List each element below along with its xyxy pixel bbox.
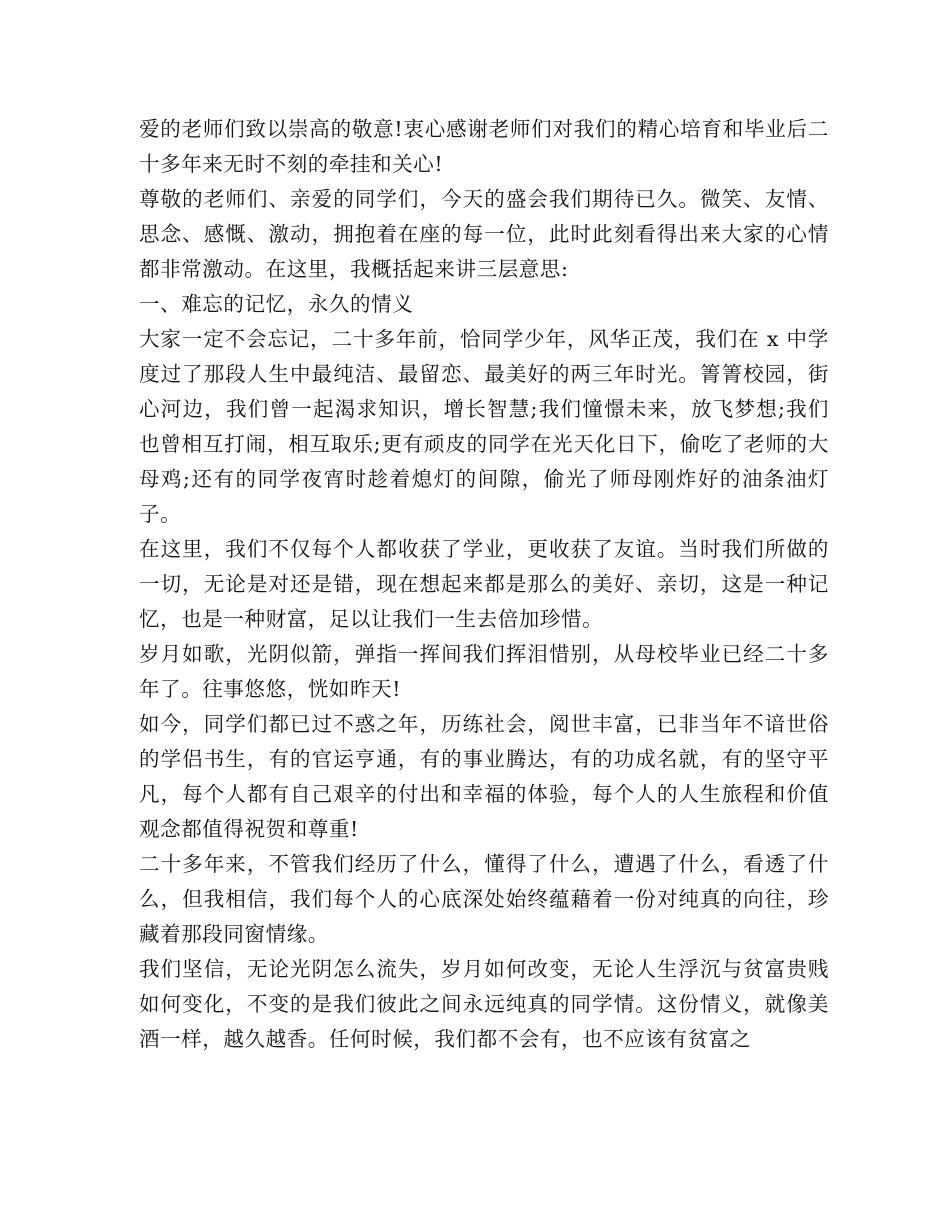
paragraph-1: 爱的老师们致以崇高的敬意!衷心感谢老师们对我们的精心培育和毕业后二十多年来无时不刻的牵挂和关心! xyxy=(139,117,829,176)
paragraph-5: 岁月如歌，光阴似箭，弹指一挥间我们挥泪惜别，从母校毕业已经二十多年了。往事悠悠，恍如昨天! xyxy=(139,642,829,701)
paragraph-4: 在这里，我们不仅每个人都收获了学业，更收获了友谊。当时我们所做的一切，无论是对还是错，现在想起来都是那么的美好、亲切，这是一种记忆，也是一种财富，足以让我们一生去倍加珍惜。 xyxy=(139,537,829,631)
paragraph-3: 大家一定不会忘记，二十多年前，恰同学少年，风华正茂，我们在 x 中学度过了那段人生中最纯洁、最留恋、最美好的两三年时光。箐箐校园，街心河边，我们曾一起渴求知识，增长智慧;我们憧憬未来，放飞梦想;我们也曾相互打闹，相互取乐;更有顽皮的同学在光天化日下，偷吃了老师的大母鸡;还有的同学夜宵时趁着熄灯的间隙，偷光了师母刚炸好的油条油灯子。 xyxy=(139,327,829,526)
paragraph-8: 我们坚信，无论光阴怎么流失，岁月如何改变，无论人生浮沉与贫富贵贱如何变化，不变的是我们彼此之间永远纯真的同学情。这份情义，就像美酒一样，越久越香。任何时候，我们都不会有，也不应该有贫富之 xyxy=(139,957,829,1051)
paragraph-6: 如今，同学们都已过不惑之年，历练社会，阅世丰富，已非当年不谙世俗的学侣书生，有的官运亨通，有的事业腾达，有的功成名就，有的坚守平凡，每个人都有自己艰辛的付出和幸福的体验，每个人的人生旅程和价值观念都值得祝贺和尊重! xyxy=(139,712,829,841)
paragraph-7: 二十多年来，不管我们经历了什么，懂得了什么，遭遇了什么，看透了什么，但我相信，我们每个人的心底深处始终蕴藉着一份对纯真的向往，珍藏着那段同窗情缘。 xyxy=(139,852,829,946)
paragraph-2: 尊敬的老师们、亲爱的同学们，今天的盛会我们期待已久。微笑、友情、思念、感慨、激动，拥抱着在座的每一位，此时此刻看得出来大家的心情都非常激动。在这里，我概括起来讲三层意思: xyxy=(139,187,829,281)
section-heading: 一、难忘的记忆，永久的情义 xyxy=(139,292,414,316)
document-body xyxy=(139,112,829,1057)
